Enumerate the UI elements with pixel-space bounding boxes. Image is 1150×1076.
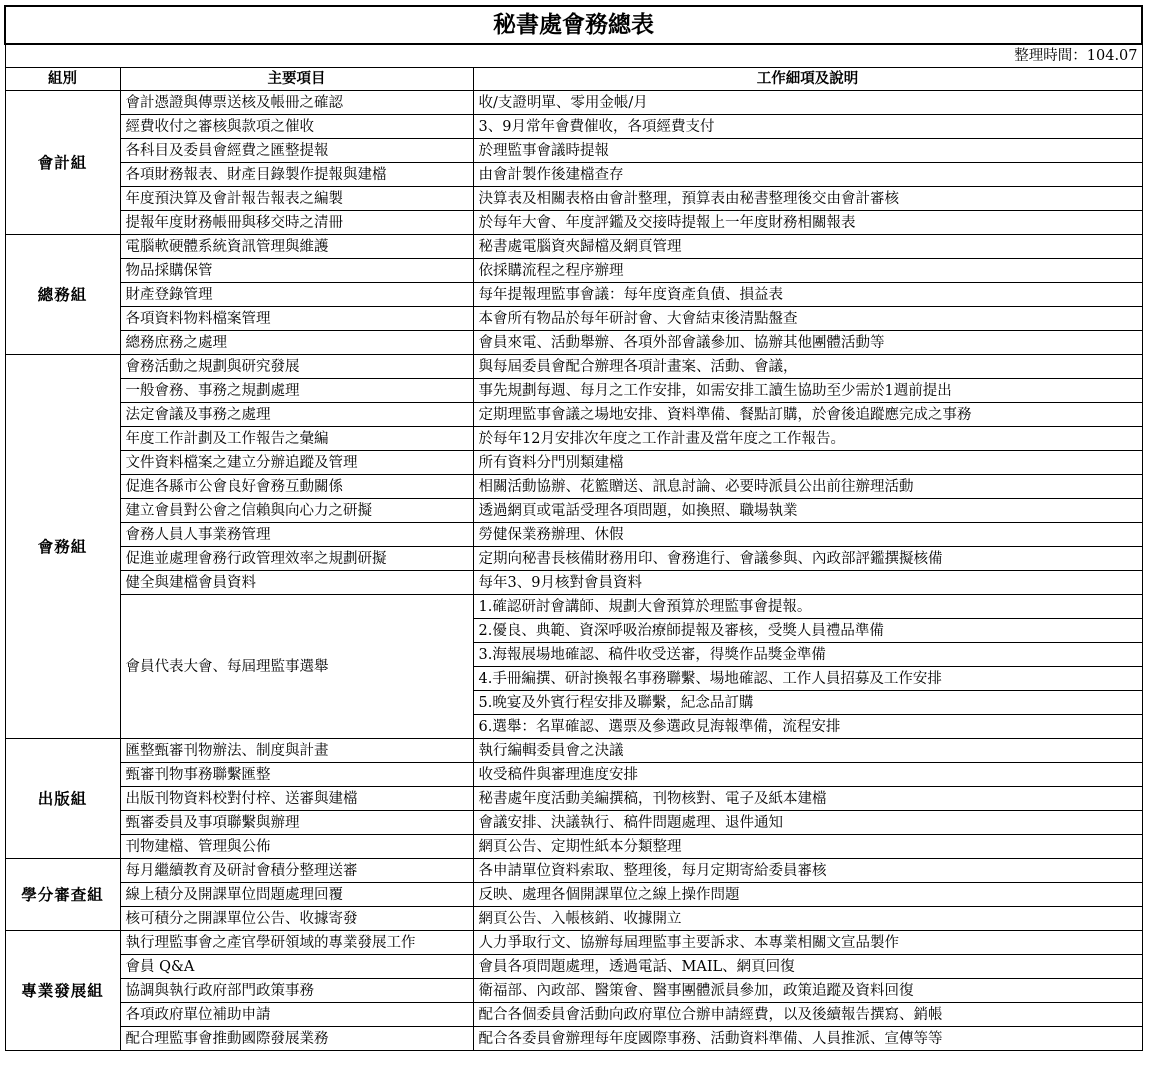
item-detail: 秘書處年度活動美編撰稿，刊物核對、電子及紙本建檔 bbox=[473, 787, 1142, 811]
table-row bbox=[5, 595, 1142, 619]
table-row bbox=[5, 307, 1142, 331]
compiled-date: 整理時間：104.07 bbox=[5, 44, 1142, 68]
table-row bbox=[5, 91, 1142, 115]
table-row bbox=[5, 403, 1142, 427]
main-item: 會員 Q&A bbox=[120, 955, 473, 979]
table-row bbox=[5, 475, 1142, 499]
item-detail: 配合各委員會辦理每年度國際事務、活動資料準備、人員推派、宣傳等等 bbox=[473, 1027, 1142, 1051]
item-detail: 會議安排、決議執行、稿件問題處理、退件通知 bbox=[473, 811, 1142, 835]
main-item: 總務庶務之處理 bbox=[120, 331, 473, 355]
table-row bbox=[5, 355, 1142, 379]
main-item: 一般會務、事務之規劃處理 bbox=[120, 379, 473, 403]
item-detail: 6.選舉：名單確認、選票及參選政見海報準備，流程安排 bbox=[473, 715, 1142, 739]
group-label-credits: 學分審查組 bbox=[5, 859, 120, 931]
group-label-professional: 專業發展組 bbox=[5, 931, 120, 1051]
main-item: 會務活動之規劃與研究發展 bbox=[120, 355, 473, 379]
table-row bbox=[5, 1027, 1142, 1051]
item-detail: 透過網頁或電話受理各項問題，如換照、職場執業 bbox=[473, 499, 1142, 523]
table-row bbox=[5, 739, 1142, 763]
table-row bbox=[5, 283, 1142, 307]
main-item: 法定會議及事務之處理 bbox=[120, 403, 473, 427]
item-detail: 每年3、9月核對會員資料 bbox=[473, 571, 1142, 595]
main-item: 各項財務報表、財產目錄製作提報與建檔 bbox=[120, 163, 473, 187]
table-row bbox=[5, 331, 1142, 355]
group-label-general-affairs: 總務組 bbox=[5, 235, 120, 355]
table-row bbox=[5, 571, 1142, 595]
main-item: 年度預決算及會計報告報表之編製 bbox=[120, 187, 473, 211]
item-detail: 3.海報展場地確認、稿件收受送審，得獎作品獎金準備 bbox=[473, 643, 1142, 667]
table-row bbox=[5, 139, 1142, 163]
table-row bbox=[5, 787, 1142, 811]
main-item: 出版刊物資料校對付梓、送審與建檔 bbox=[120, 787, 473, 811]
table-row bbox=[5, 883, 1142, 907]
main-item: 提報年度財務帳冊與移交時之清冊 bbox=[120, 211, 473, 235]
main-item: 年度工作計劃及工作報告之彙編 bbox=[120, 427, 473, 451]
group-label-publication: 出版組 bbox=[5, 739, 120, 859]
table-row bbox=[5, 187, 1142, 211]
item-detail: 4.手冊編撰、研討換報名事務聯繫、場地確認、工作人員招募及工作安排 bbox=[473, 667, 1142, 691]
item-detail: 網頁公告、定期性紙本分類整理 bbox=[473, 835, 1142, 859]
table-row bbox=[5, 451, 1142, 475]
main-item: 物品採購保管 bbox=[120, 259, 473, 283]
item-detail: 勞健保業務辦理、休假 bbox=[473, 523, 1142, 547]
main-item-convention: 會員代表大會、每屆理監事選舉 bbox=[120, 595, 473, 739]
main-item: 執行理監事會之產官學研領域的專業發展工作 bbox=[120, 931, 473, 955]
main-item: 促進並處理會務行政管理效率之規劃研擬 bbox=[120, 547, 473, 571]
item-detail: 於每年大會、年度評鑑及交接時提報上一年度財務相關報表 bbox=[473, 211, 1142, 235]
item-detail: 會員來電、活動舉辦、各項外部會議參加、協辦其他團體活動等 bbox=[473, 331, 1142, 355]
item-detail: 秘書處電腦資夾歸檔及網頁管理 bbox=[473, 235, 1142, 259]
table-row bbox=[5, 379, 1142, 403]
item-detail: 3、9月常年會費催收，各項經費支付 bbox=[473, 115, 1142, 139]
item-detail: 5.晚宴及外賓行程安排及聯繫，紀念品訂購 bbox=[473, 691, 1142, 715]
table-row bbox=[5, 547, 1142, 571]
main-item: 甄審刊物事務聯繫匯整 bbox=[120, 763, 473, 787]
table-row bbox=[5, 259, 1142, 283]
item-detail: 人力爭取行文、協辦每屆理監事主要訴求、本專業相關文宣品製作 bbox=[473, 931, 1142, 955]
item-detail: 各申請單位資料索取、整理後，每月定期寄給委員審核 bbox=[473, 859, 1142, 883]
main-item: 促進各縣市公會良好會務互動關係 bbox=[120, 475, 473, 499]
item-detail: 收/支證明單、零用金帳/月 bbox=[473, 91, 1142, 115]
item-detail: 由會計製作後建檔查存 bbox=[473, 163, 1142, 187]
item-detail: 收受稿件與審理進度安排 bbox=[473, 763, 1142, 787]
main-item: 會計憑證與傳票送核及帳冊之確認 bbox=[120, 91, 473, 115]
item-detail: 相關活動協辦、花籃贈送、訊息討論、必要時派員公出前往辦理活動 bbox=[473, 475, 1142, 499]
main-item: 每月繼續教育及研討會積分整理送審 bbox=[120, 859, 473, 883]
group-label-accounting: 會計組 bbox=[5, 91, 120, 235]
main-item: 配合理監事會推動國際發展業務 bbox=[120, 1027, 473, 1051]
table-row bbox=[5, 979, 1142, 1003]
main-item: 各項政府單位補助申請 bbox=[120, 1003, 473, 1027]
item-detail: 配合各個委員會活動向政府單位合辦申請經費，以及後續報告撰寫、銷帳 bbox=[473, 1003, 1142, 1027]
item-detail: 與每屆委員會配合辦理各項計畫案、活動、會議， bbox=[473, 355, 1142, 379]
work-summary-table bbox=[4, 5, 1143, 1051]
table-row bbox=[5, 907, 1142, 931]
header-detail: 工作細項及說明 bbox=[473, 68, 1142, 91]
item-detail: 網頁公告、入帳核銷、收據開立 bbox=[473, 907, 1142, 931]
main-item: 各科目及委員會經費之匯整提報 bbox=[120, 139, 473, 163]
main-item: 刊物建檔、管理與公佈 bbox=[120, 835, 473, 859]
table-row bbox=[5, 835, 1142, 859]
table-row bbox=[5, 115, 1142, 139]
main-item: 線上積分及開課單位問題處理回覆 bbox=[120, 883, 473, 907]
header-group: 組別 bbox=[5, 68, 120, 91]
page-title: 秘書處會務總表 bbox=[5, 6, 1142, 44]
main-item: 甄審委員及事項聯繫與辦理 bbox=[120, 811, 473, 835]
item-detail: 依採購流程之程序辦理 bbox=[473, 259, 1142, 283]
main-item: 經費收付之審核與款項之催收 bbox=[120, 115, 473, 139]
group-label-membership: 會務組 bbox=[5, 355, 120, 739]
table-row bbox=[5, 811, 1142, 835]
main-item: 財產登錄管理 bbox=[120, 283, 473, 307]
item-detail: 衛福部、內政部、醫策會、醫事團體派員參加，政策追蹤及資料回復 bbox=[473, 979, 1142, 1003]
item-detail: 定期向秘書長核備財務用印、會務進行、會議參與、內政部評鑑撰擬核備 bbox=[473, 547, 1142, 571]
main-item: 核可積分之開課單位公告、收據寄發 bbox=[120, 907, 473, 931]
table-row bbox=[5, 499, 1142, 523]
table-row bbox=[5, 427, 1142, 451]
item-detail: 所有資料分門別類建檔 bbox=[473, 451, 1142, 475]
item-detail: 1.確認研討會講師、規劃大會預算於理監事會提報。 bbox=[473, 595, 1142, 619]
table-row bbox=[5, 211, 1142, 235]
item-detail: 會員各項問題處理，透過電話、MAIL、網頁回復 bbox=[473, 955, 1142, 979]
table-row bbox=[5, 955, 1142, 979]
main-item: 健全與建檔會員資料 bbox=[120, 571, 473, 595]
item-detail: 事先規劃每週、每月之工作安排，如需安排工讀生協助至少需於1週前提出 bbox=[473, 379, 1142, 403]
main-item: 各項資料物料檔案管理 bbox=[120, 307, 473, 331]
header-item: 主要項目 bbox=[120, 68, 473, 91]
item-detail: 2.優良、典範、資深呼吸治療師提報及審核，受獎人員禮品準備 bbox=[473, 619, 1142, 643]
table-row bbox=[5, 931, 1142, 955]
item-detail: 決算表及相關表格由會計整理，預算表由秘書整理後交由會計審核 bbox=[473, 187, 1142, 211]
main-item: 電腦軟硬體系統資訊管理與維護 bbox=[120, 235, 473, 259]
table-row bbox=[5, 859, 1142, 883]
item-detail: 每年提報理監事會議：每年度資產負債、損益表 bbox=[473, 283, 1142, 307]
table-row bbox=[5, 763, 1142, 787]
item-detail: 定期理監事會議之場地安排、資料準備、餐點訂購，於會後追蹤應完成之事務 bbox=[473, 403, 1142, 427]
main-item: 協調與執行政府部門政策事務 bbox=[120, 979, 473, 1003]
main-item: 會務人員人事業務管理 bbox=[120, 523, 473, 547]
main-item: 匯整甄審刊物辦法、制度與計畫 bbox=[120, 739, 473, 763]
table-row bbox=[5, 163, 1142, 187]
main-item: 文件資料檔案之建立分辦追蹤及管理 bbox=[120, 451, 473, 475]
table-row bbox=[5, 1003, 1142, 1027]
item-detail: 執行編輯委員會之決議 bbox=[473, 739, 1142, 763]
item-detail: 反映、處理各個開課單位之線上操作問題 bbox=[473, 883, 1142, 907]
main-item: 建立會員對公會之信賴與向心力之研擬 bbox=[120, 499, 473, 523]
item-detail: 於理監事會議時提報 bbox=[473, 139, 1142, 163]
item-detail: 於每年12月安排次年度之工作計畫及當年度之工作報告。 bbox=[473, 427, 1142, 451]
table-row bbox=[5, 523, 1142, 547]
item-detail: 本會所有物品於每年研討會、大會結束後清點盤查 bbox=[473, 307, 1142, 331]
table-row bbox=[5, 235, 1142, 259]
